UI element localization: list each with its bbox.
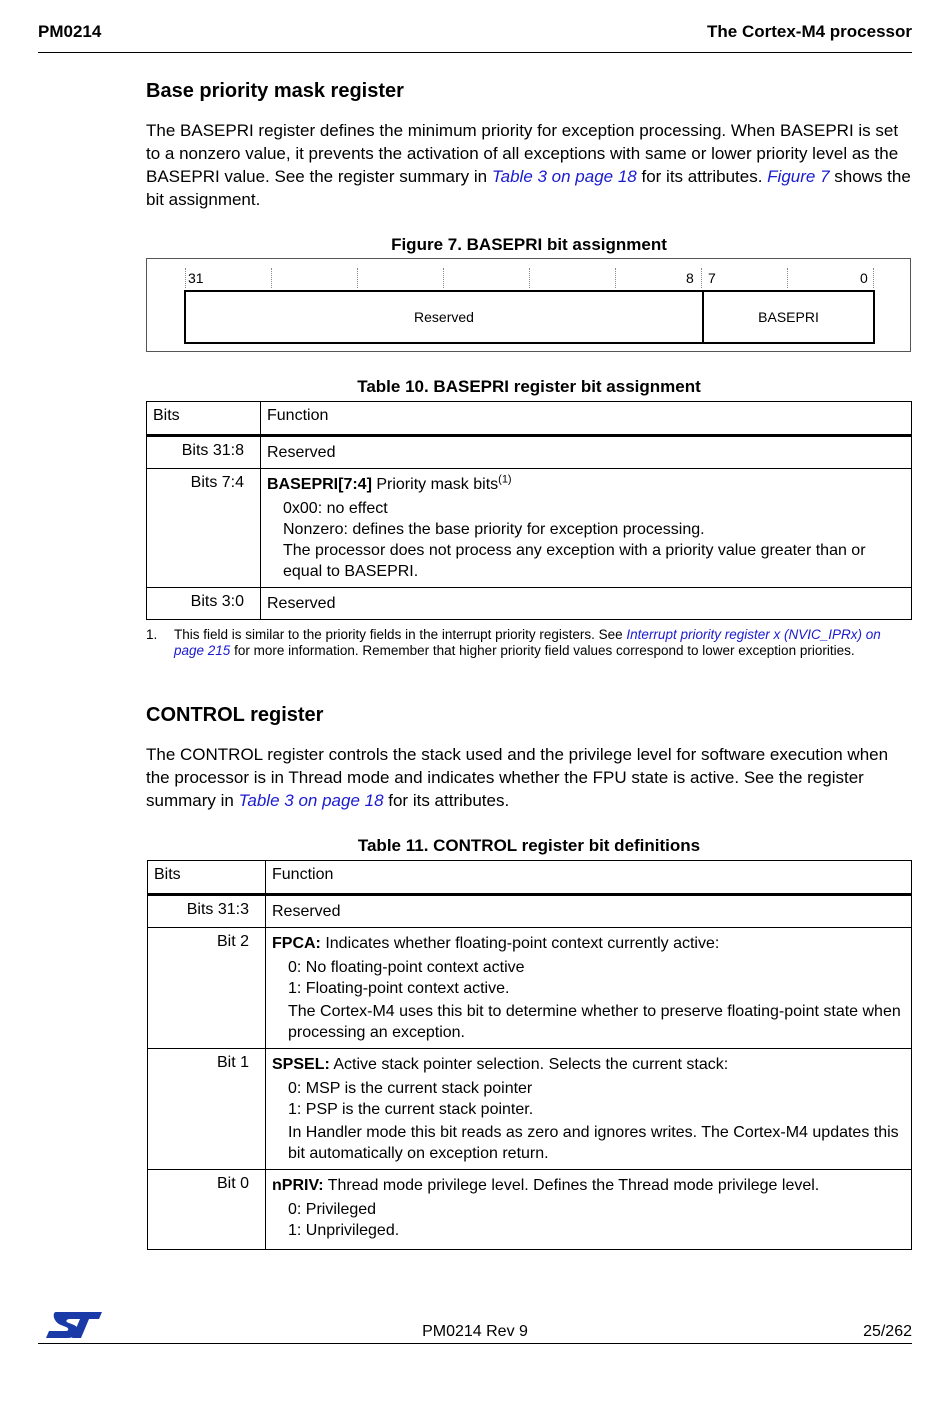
bit-tick <box>873 268 874 288</box>
value-line: 0x00: no effect <box>283 500 388 517</box>
table-header-row <box>147 402 912 436</box>
figure7-link[interactable]: Figure 7 <box>767 167 830 186</box>
field-name: BASEPRI[7:4] <box>267 476 372 493</box>
footnote-text-1: This field is similar to the priority fields in the interrupt priority registers. See <box>174 627 627 642</box>
basepri-text-1: The BASEPRI register defines the minimum priority for exception processing. When BASEPRI is set to a nonzero value, it prevents the activation of all exceptions with same or lower priority level as the BASEPRI value. See the register summary in <box>146 121 899 186</box>
header-divider <box>38 52 912 53</box>
col-function-header: Function <box>261 402 912 436</box>
bits-cell: Bits 7:4 <box>147 469 261 588</box>
value-line: 1: Unprivileged. <box>288 1222 400 1239</box>
field-desc: Thread mode privilege level. Defines the Thread mode privilege level. <box>323 1177 820 1194</box>
reserved-field: Reserved <box>184 290 704 344</box>
bits-cell: Bit 0 <box>148 1170 266 1250</box>
control-text-1: The CONTROL register controls the stack used and the privilege level for software execution when the processor is in Thread mode and indicates whether the FPU state is active. See the register summary in <box>146 745 889 810</box>
table3-link[interactable]: Table 3 on page 18 <box>238 791 384 810</box>
col-bits-header: Bits <box>147 402 261 436</box>
note-line: The processor does not process any exception with a priority value greater than or equal to BASEPRI. <box>283 542 866 580</box>
basepri-heading: Base priority mask register <box>146 80 404 102</box>
control-text-2: for its attributes. <box>383 791 510 810</box>
value-line: 1: Floating-point context active. <box>288 980 510 997</box>
table-row <box>147 469 912 588</box>
note-line: The Cortex-M4 uses this bit to determine whether to preserve floating-point state when processing an exception. <box>288 1003 901 1041</box>
function-cell <box>266 928 912 1049</box>
bit-tick <box>701 268 702 288</box>
header-section-title: The Cortex-M4 processor <box>707 22 912 41</box>
field-desc: Active stack pointer selection. Selects the current stack: <box>329 1056 729 1073</box>
bit-tick <box>185 268 186 288</box>
table-row <box>148 895 912 928</box>
bit-label-7: 7 <box>708 270 716 286</box>
table11-caption: Table 11. CONTROL register bit definitions <box>357 836 701 855</box>
footnote-ref: (1) <box>498 473 512 486</box>
bits-cell: Bits 31:3 <box>148 895 266 928</box>
figure7-caption: Figure 7. BASEPRI bit assignment <box>391 235 667 254</box>
function-cell: Reserved <box>261 436 912 469</box>
table-row <box>148 1049 912 1170</box>
bit-tick <box>443 268 444 288</box>
table-row <box>148 1170 912 1250</box>
function-cell: Reserved <box>266 895 912 928</box>
table10 <box>146 401 912 620</box>
function-cell <box>261 469 912 588</box>
footer-divider <box>38 1343 912 1344</box>
table-row <box>147 588 912 620</box>
table3-link[interactable]: Table 3 on page 18 <box>491 167 637 186</box>
function-cell <box>266 1170 912 1250</box>
bit-label-31: 31 <box>188 270 204 286</box>
basepri-paragraph <box>146 119 916 211</box>
control-paragraph <box>146 743 916 812</box>
col-bits-header: Bits <box>148 861 266 895</box>
field-desc: Priority mask bits <box>371 476 499 493</box>
header-doc-id: PM0214 <box>38 22 102 41</box>
value-line: 0: Privileged <box>288 1201 377 1218</box>
table11 <box>147 860 912 1250</box>
bits-cell: Bits 3:0 <box>147 588 261 620</box>
col-function-header: Function <box>266 861 912 895</box>
basepri-field: BASEPRI <box>702 290 875 344</box>
bits-cell: Bit 2 <box>148 928 266 1049</box>
footnote-number: 1. <box>146 627 158 642</box>
table10-caption: Table 10. BASEPRI register bit assignment <box>357 377 701 396</box>
footnote-text-2: for more information. Remember that higher priority field values correspond to lower exception priorities. <box>230 642 855 658</box>
value-line: Nonzero: defines the base priority for exception processing. <box>283 521 705 538</box>
basepri-text-2: for its attributes. <box>636 167 768 186</box>
footnote <box>146 627 906 658</box>
value-line: 1: PSP is the current stack pointer. <box>288 1101 534 1118</box>
field-name: SPSEL: <box>272 1056 330 1073</box>
bits-cell: Bits 31:8 <box>147 436 261 469</box>
bit-tick <box>529 268 530 288</box>
control-heading: CONTROL register <box>146 704 324 726</box>
bit-tick <box>271 268 272 288</box>
value-line: 0: No floating-point context active <box>288 959 525 976</box>
footer-page-number: 25/262 <box>863 1323 912 1340</box>
bit-label-0: 0 <box>860 270 868 286</box>
table-row <box>147 436 912 469</box>
bit-tick <box>357 268 358 288</box>
function-cell: Reserved <box>261 588 912 620</box>
note-line: In Handler mode this bit reads as zero and ignores writes. The Cortex-M4 updates this bit automatically on exception return. <box>288 1124 899 1162</box>
table-header-row <box>148 861 912 895</box>
field-name: FPCA: <box>272 935 321 952</box>
function-cell <box>266 1049 912 1170</box>
field-name: nPRIV: <box>272 1177 324 1194</box>
bit-label-8: 8 <box>686 270 694 286</box>
bits-cell: Bit 1 <box>148 1049 266 1170</box>
table-row <box>148 928 912 1049</box>
value-line: 0: MSP is the current stack pointer <box>288 1080 533 1097</box>
field-desc: Indicates whether floating-point context currently active: <box>320 935 720 952</box>
basepri-text-3: shows the bit assignment. <box>146 167 911 209</box>
nvic-ipr-link[interactable]: Interrupt priority register x (NVIC_IPRx) on page 215 <box>174 627 881 658</box>
footer-doc-rev: PM0214 Rev 9 <box>422 1323 528 1340</box>
bit-tick <box>615 268 616 288</box>
bit-tick <box>787 268 788 288</box>
